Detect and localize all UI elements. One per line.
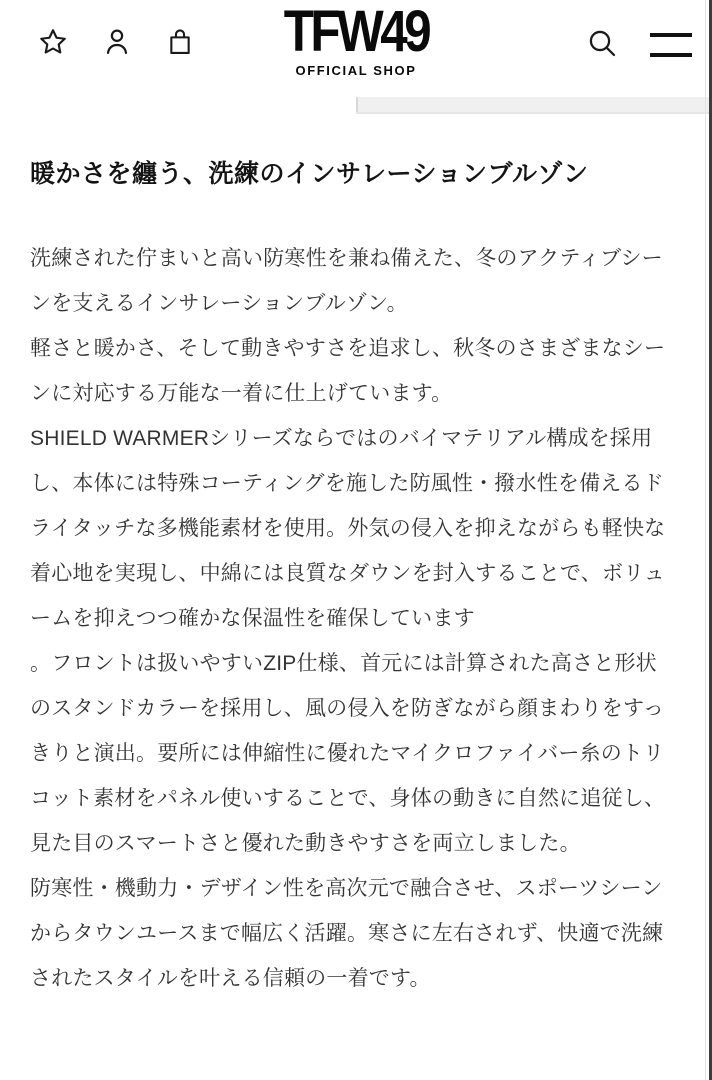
description-paragraph: SHIELD WARMERシリーズならではのバイマテリアル構成を採用し、本体には特殊コーティングを施した防風性・撥水性を備えるドライタッチな多機能素材を使用。外気の侵入を抑えながらも軽快な着心地を実現し、中綿には良質なダウンを封入することで、ボリュームを抑えつつ確かな保温性を確保しています (30, 427, 666, 630)
search-icon[interactable] (586, 27, 618, 59)
description-paragraph: 軽さと暖かさ、そして動きやすさを追求し、秋冬のさまざまなシーンに対応する万能な一着に仕上げています。 (30, 337, 666, 405)
description-paragraph: 防寒性・機動力・デザイン性を高次元で融合させ、スポーツシーンからタウンユースまで幅広く活躍。寒さに左右されず、快適で洗練されたスタイルを叶える信頼の一着です。 (30, 877, 664, 990)
description-paragraph: 洗練された佇まいと高い防寒性を兼ね備えた、冬のアクティブシーンを支えるインサレーションブルゾン。 (30, 247, 663, 315)
horizontal-scrollbar[interactable] (356, 97, 712, 112)
cart-bag-icon[interactable] (166, 27, 194, 57)
brand-logo-subtitle: OFFICIAL SHOP (295, 62, 417, 78)
brand-logo-text: TFW49 (283, 0, 429, 64)
favorites-star-icon[interactable] (38, 27, 68, 57)
account-user-icon[interactable] (102, 27, 132, 57)
brand-logo[interactable] (271, 0, 441, 78)
description-paragraph: 。フロントは扱いやすいZIP仕様、首元には計算された高さと形状のスタンドカラーを採用し、風の侵入を防ぎながら顔まわりをすっきりと演出。要所には伸縮性に優れたマイクロファイバー糸のトリコット素材をパネル使いすることで、身体の動きに自然に追従し、見た目のスマートさと優れた動きやすさを両立しました。 (30, 652, 666, 855)
product-headline: 暖かさを纏う、洗練のインサレーションブルゾン (30, 160, 589, 188)
product-description-section (0, 154, 712, 1001)
site-header (0, 0, 712, 96)
product-description (30, 236, 678, 1001)
header-left-icons (38, 27, 194, 57)
content-edge-divider (705, 0, 706, 1080)
menu-hamburger-icon[interactable] (650, 30, 692, 57)
header-right-icons (586, 27, 692, 59)
